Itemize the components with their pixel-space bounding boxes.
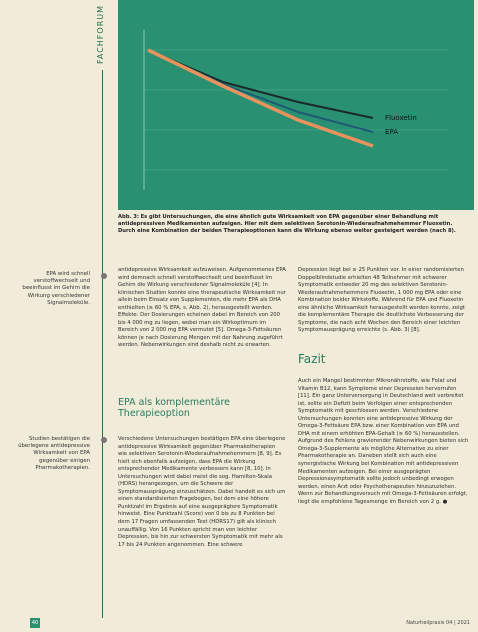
fazit-heading: Fazit: [298, 352, 326, 366]
rule-mark: [102, 84, 103, 86]
section-label: FACHFORUM: [96, 4, 105, 64]
body-text-col1-top: antidepressive Wirksamkeit aufzuweisen. Aufgenommenes EPA wird demnach schnell verstoffwechselt und beeinflusst im Gehirn die Wirkung verschiedener Signalmoleküle [4]. In klinischen Studien konnte eine therapeutische Wirksamkeit nur allein beim Einsatz von Supplementen, die mehr EPA als DHA enthielten (≥ 60 % EPA, s. Abb. 2), herausgestellt werden. Effekte: Der Dosierungen scheinen dabei im Bereich von 200 bis 4 000 mg zu liegen, wobei man ein Wirkoptimum im Bereich von 2 000 mg EPA vermutet [5]. Omega-3-Fettsäuren können je nach Dosierung Mengen mit der Nahrung zugeführt werden. Nebenwirkungen sind deshalb nicht zu erwarten.: [118, 267, 286, 349]
series-label: EPA: [385, 128, 398, 136]
series-label: Fluoxetin: [385, 114, 417, 122]
body-text-col2-bottom: Auch ein Mangel bestimmter Mikronährstoffe, wie Folat und Vitamin B12, kann Symptome einer Depression hervorrufen [11]. Ein ganz Unterversorgung in Deutschland weit verbreitet ist, sollte ein Defizit beim Verfolgen einer entsprechenden Symptomatik mit geschlossen werden. Verschiedene Untersuchungen konnten eine antidepressive Wirkung der Omega-3-Fettsäure EPA bzw. einer Kombination von EPA und DHA mit einem erhöhten EPA-Gehalt (≥ 60 %) herausstellen. Aufgrund des Fehlens gravierender Nebenwirkungen bieten sich Omega-3-Supplemente als mögliche Alternative zu einer Pharmakotherapie an. Daneben stellt sich auch eine synergistische Wirkung bei Kombination mit antidepressiven Medikamenten aufzeigen. Bei einer ausgeprägten Depressionssymptomatik sollte jedoch unbedingt erwogen werden, einen Arzt oder Psychotherapeuten hinzuzuziehen. Wenn zur Behandlungsversuch mit Omega-3-Fettsäuren erfolgt, liegt die empfohlene Tagesmenge im Bereich von 2 g. ●: [298, 378, 469, 505]
sidenote-bullet: [101, 273, 107, 279]
page-number: 40: [31, 620, 39, 626]
figure-caption: [118, 214, 466, 236]
margin-rule: [102, 70, 103, 618]
chart-panel: [118, 0, 474, 210]
caption-text: Es gibt Untersuchungen, die eine ähnlich gute Wirksamkeit von EPA gegenüber einer Behandlung mit antidepressiven Medikamenten aufzeigen. Hier mit dem selektiven Serotonin-Wiederaufnahmehemmer Fluoxetin. Durch eine Kombination der beiden Therapieoptionen kann die Wirkung ebenso weiter gesteigert werden (nach 8).: [118, 214, 456, 235]
sidenote-bullet: [101, 437, 107, 443]
body-text-col2-top: Depression liegt bei ≥ 25 Punkten vor. In einer randomisierten Doppelblindstudie erhielten 48 Teilnehmer mit schwerer Symptomatik entweder 20 mg des selektiven Serotonin-Wiederaufnahmehemmers Fluoxetin, 1 000 mg EPA oder eine Kombination beider Wirkstoffe. Während für EPA und Fluoxetin eine ähnliche Wirksamkeit herausgestellt werden konnte, zeigt die komplementäre Therapie die deutlichste Verbesserung der Symptome, die nach acht Wochen den Bereich einer leichten Symptomausprägung erreichte (s. Abb. 3) [8].: [298, 267, 465, 334]
caption-label: Abb. 3:: [118, 214, 139, 220]
footer-text: Naturheilpraxis 04 | 2021: [406, 620, 470, 626]
body-text-col1-bottom: Verschiedene Untersuchungen bestätigen EPA eine überlegene antidepressive Wirksamkeit gegenüber Pharmakotherapien wie selektiven Serotonin-Wiederaufnahmehemmern [8, 9]. Es hielt sich ebenfalls aufzeigen, dass EPA die Wirkung entsprechender Medikamente verbessern kann [8, 10]. In Untersuchungen wird dabei meist die sog. Hamilton-Skala (HDRS) herangezogen, um die Schwere der Symptomausprägung einzuschätzen. Dabei handelt es sich um einen standardisierten Fragebogen, bei dem eine höhere Punktzahl im Ergebnis auf eine ausgeprägtere Symptomatik hinweist. Eine Punktzahl (Score) von 0 bis zu 8 Punkten bei dem 17 Fragen umfassenden Test (HDRS17) gilt als klinisch unauffällig. Von 16 Punkten spricht man von leichter Depression, bis hin zur schwersten Symptomatik mit mehr als 17 bis 24 Punkten angenommen. Eine schwere: [118, 436, 286, 548]
series-line: [148, 50, 373, 118]
line-chart: [118, 0, 474, 210]
sidenote: Studien bestätigen die überlegene antidepressive Wirksamkeit von EPA gegenüber einigen Pharmakotherapien.: [18, 436, 90, 471]
sidenote: EPA wird schnell verstoffwechselt und beeinflusst im Gehirn die Wirkung verschiedener Signalmoleküle.: [22, 271, 90, 306]
section-heading: EPA als komplementäre Therapieoption: [118, 397, 231, 419]
